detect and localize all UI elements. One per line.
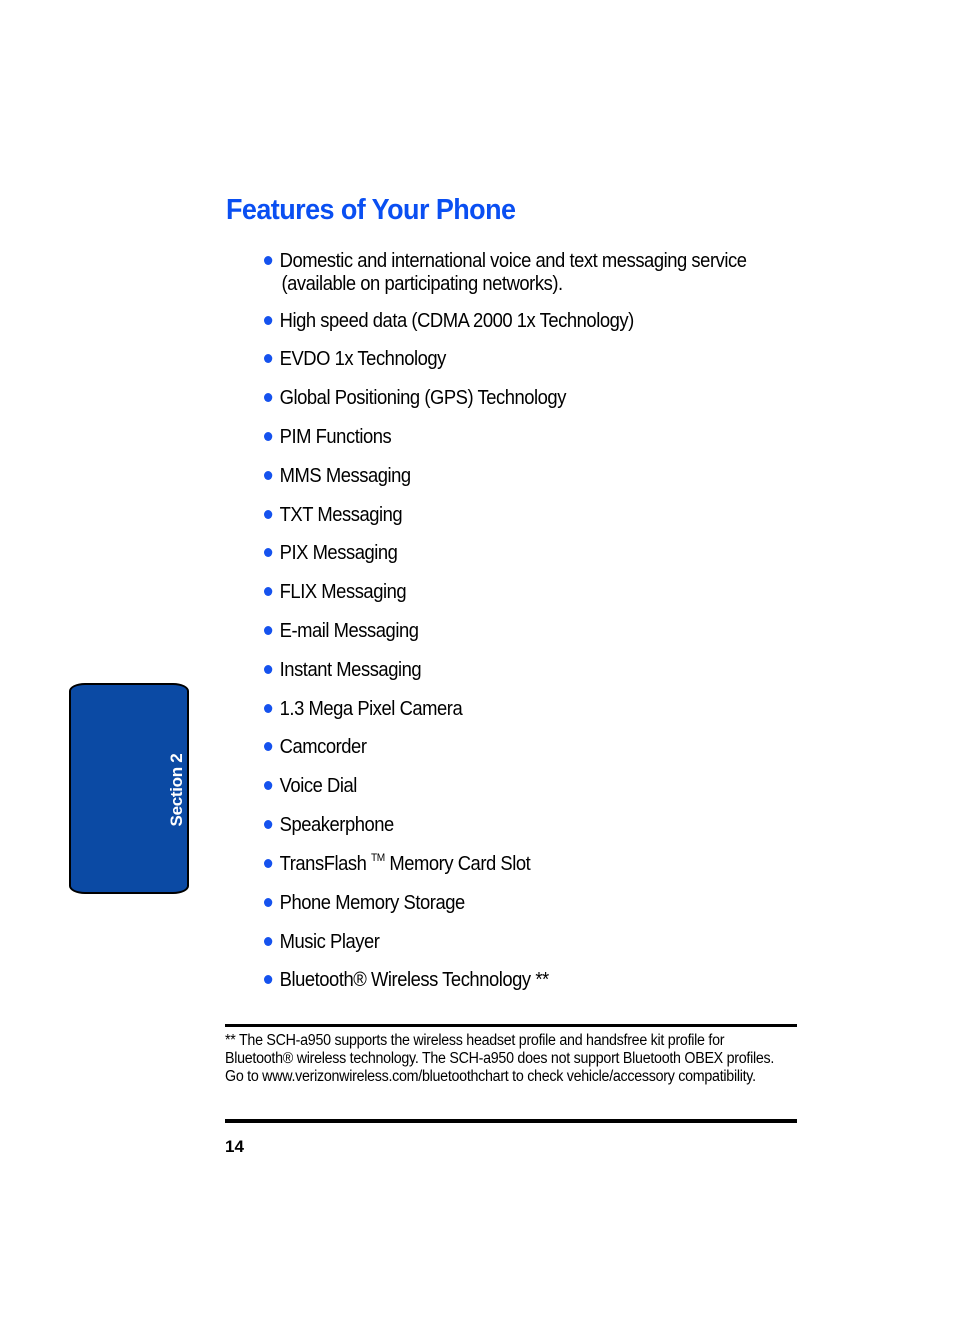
feature-item xyxy=(264,969,779,992)
feature-text: Voice Dial xyxy=(279,775,357,797)
feature-item xyxy=(264,542,779,565)
feature-text: TransFlash xyxy=(279,853,372,875)
footnote: ** The SCH-a950 supports the wireless headset profile and handsfree kit profile for Bluetooth® wireless technology. The SCH-a950 does not support Bluetooth OBEX profiles. Go to www.verizonwireless.com/bluetoothchart to check vehicle/accessory compatibility. xyxy=(225,1032,775,1085)
feature-text-continued: (available on participating networks). xyxy=(281,273,563,295)
bullet-icon xyxy=(264,354,272,363)
page-number: 14 xyxy=(225,1137,244,1156)
feature-item xyxy=(264,504,779,527)
bullet-icon xyxy=(264,898,272,907)
feature-text: 1.3 Mega Pixel Camera xyxy=(279,698,463,720)
feature-item xyxy=(264,698,779,721)
bullet-icon xyxy=(264,626,272,635)
feature-item xyxy=(264,736,779,759)
feature-text: Speakerphone xyxy=(279,814,394,836)
feature-item xyxy=(264,853,779,876)
bullet-icon xyxy=(264,256,272,265)
feature-text: Phone Memory Storage xyxy=(279,892,465,914)
footnote-top-rule xyxy=(225,1024,797,1027)
feature-text: Music Player xyxy=(279,931,380,953)
bullet-icon xyxy=(264,704,272,713)
feature-item xyxy=(264,465,779,488)
feature-text: Instant Messaging xyxy=(279,659,422,681)
feature-item xyxy=(264,250,779,296)
bullet-icon xyxy=(264,859,272,868)
bullet-icon xyxy=(264,510,272,519)
bullet-icon xyxy=(264,393,272,402)
bullet-icon xyxy=(264,781,272,790)
feature-text: Bluetooth® Wireless Technology ** xyxy=(279,969,549,991)
feature-text: MMS Messaging xyxy=(279,465,411,487)
feature-text: FLIX Messaging xyxy=(279,581,407,603)
section-tab-label: Section 2 xyxy=(167,753,186,827)
bullet-icon xyxy=(264,665,272,674)
feature-item xyxy=(264,581,779,604)
bullet-icon xyxy=(264,548,272,557)
feature-item xyxy=(264,659,779,682)
bullet-icon xyxy=(264,432,272,441)
page-title: Features of Your Phone xyxy=(226,194,516,226)
feature-item xyxy=(264,620,779,643)
feature-text: TXT Messaging xyxy=(279,504,403,526)
feature-text-after: Memory Card Slot xyxy=(384,853,531,875)
feature-text: Global Positioning (GPS) Technology xyxy=(279,387,566,409)
trademark-mark: TM xyxy=(371,852,385,864)
feature-item xyxy=(264,310,779,333)
bullet-icon xyxy=(264,587,272,596)
feature-item xyxy=(264,387,779,410)
feature-text: Domestic and international voice and text messaging service xyxy=(279,250,747,272)
feature-text: Camcorder xyxy=(279,736,367,758)
feature-item xyxy=(264,775,779,798)
feature-item xyxy=(264,814,779,837)
bullet-icon xyxy=(264,937,272,946)
feature-text: EVDO 1x Technology xyxy=(279,348,446,370)
feature-text: E-mail Messaging xyxy=(279,620,419,642)
bullet-icon xyxy=(264,820,272,829)
feature-item xyxy=(264,348,779,371)
feature-item xyxy=(264,931,779,954)
bullet-icon xyxy=(264,471,272,480)
bullet-icon xyxy=(264,975,272,984)
feature-text: PIM Functions xyxy=(279,426,392,448)
feature-item xyxy=(264,426,779,449)
footnote-bottom-rule xyxy=(225,1119,797,1123)
bullet-icon xyxy=(264,742,272,751)
feature-list xyxy=(264,250,824,992)
feature-item xyxy=(264,892,779,915)
feature-text: PIX Messaging xyxy=(279,542,398,564)
bullet-icon xyxy=(264,316,272,325)
feature-text: High speed data (CDMA 2000 1x Technology) xyxy=(279,310,634,332)
